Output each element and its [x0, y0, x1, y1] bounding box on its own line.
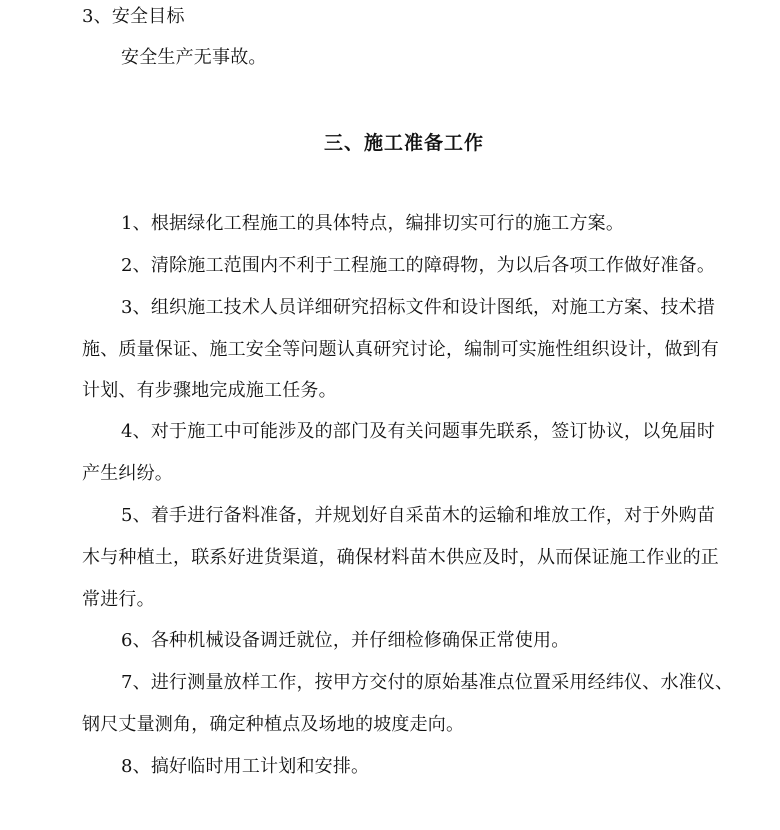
item-8-line-1: 8、搞好临时用工计划和安排。	[121, 756, 370, 777]
item-5-line-2: 木与种植土，联系好进货渠道，确保材料苗木供应及时，从而保证施工作业的正	[82, 547, 719, 568]
item-1-line-1: 1、根据绿化工程施工的具体特点，编排切实可行的施工方案。	[121, 213, 625, 234]
item-5-line-1: 5、着手进行备料准备，并规划好自采苗木的运输和堆放工作，对于外购苗	[121, 505, 716, 526]
item-6-line-1: 6、各种机械设备调迁就位，并仔细检修确保正常使用。	[121, 630, 570, 651]
item-5-line-3: 常进行。	[82, 589, 155, 610]
section-3-title: 3、安全目标	[82, 6, 185, 27]
chapter-title: 三、施工准备工作	[324, 132, 485, 154]
item-7-line-2: 钢尺丈量测角，确定种植点及场地的坡度走向。	[82, 714, 465, 735]
item-3-line-2: 施、质量保证、施工安全等问题认真研究讨论，编制可实施性组织设计，做到有	[82, 339, 719, 360]
item-4-line-1: 4、对于施工中可能涉及的部门及有关问题事先联系，签订协议，以免届时	[121, 421, 716, 442]
item-2-line-1: 2、清除施工范围内不利于工程施工的障碍物，为以后各项工作做好准备。	[121, 255, 716, 276]
item-4-line-2: 产生纠纷。	[82, 463, 173, 484]
item-3-line-1: 3、组织施工技术人员详细研究招标文件和设计图纸，对施工方案、技术措	[121, 297, 716, 318]
item-3-line-3: 计划、有步骤地完成施工任务。	[82, 380, 337, 401]
item-7-line-1: 7、进行测量放样工作，按甲方交付的原始基准点位置采用经纬仪、水准仪、	[121, 672, 734, 693]
section-3-body: 安全生产无事故。	[121, 47, 267, 68]
